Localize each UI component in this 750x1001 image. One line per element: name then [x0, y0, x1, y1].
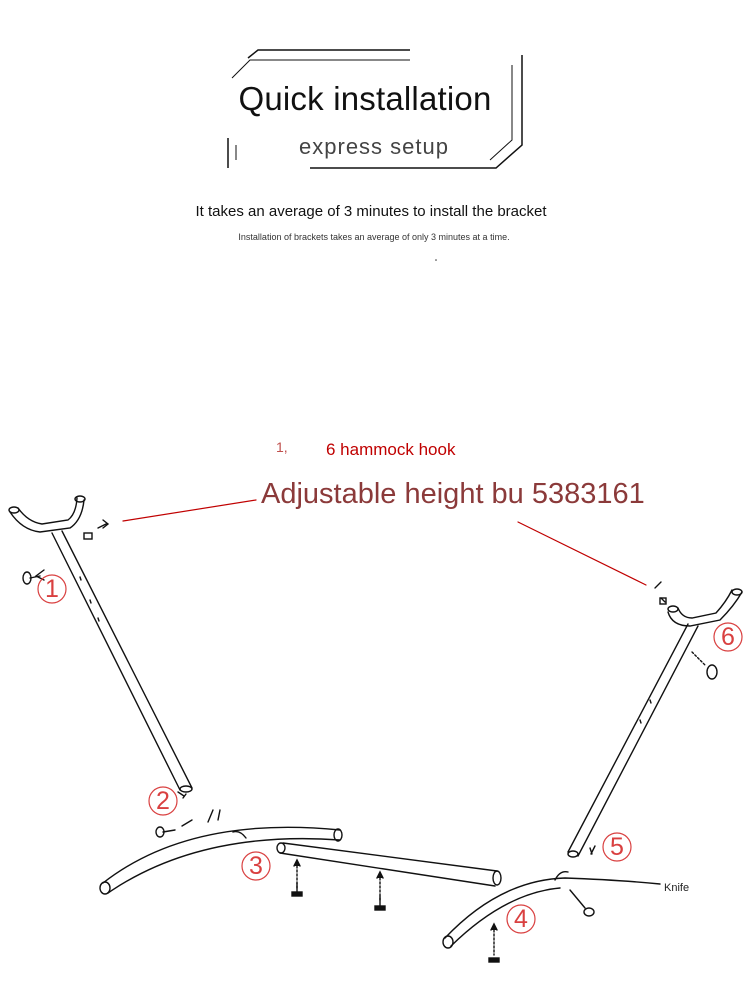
step-number-6: 6 [721, 623, 735, 651]
step-number-3: 3 [249, 852, 263, 880]
step-number-4: 4 [514, 905, 528, 933]
page-title: Quick installation [238, 80, 492, 117]
step-number-1: 1 [45, 575, 59, 603]
page-subtitle: express setup [299, 134, 449, 159]
step-number-5: 5 [610, 833, 624, 861]
step-prefix: 1, [276, 439, 288, 455]
step-number-2: 2 [156, 787, 170, 815]
knife-label: Knife [664, 882, 690, 894]
hook-callout: 6 hammock hook [326, 440, 456, 459]
height-callout: Adjustable height bu 5383161 [261, 478, 645, 510]
tagline-small: Installation of brackets takes an average of only 3 minutes at a time. [238, 232, 510, 242]
tagline: It takes an average of 3 minutes to install the bracket [195, 203, 547, 220]
